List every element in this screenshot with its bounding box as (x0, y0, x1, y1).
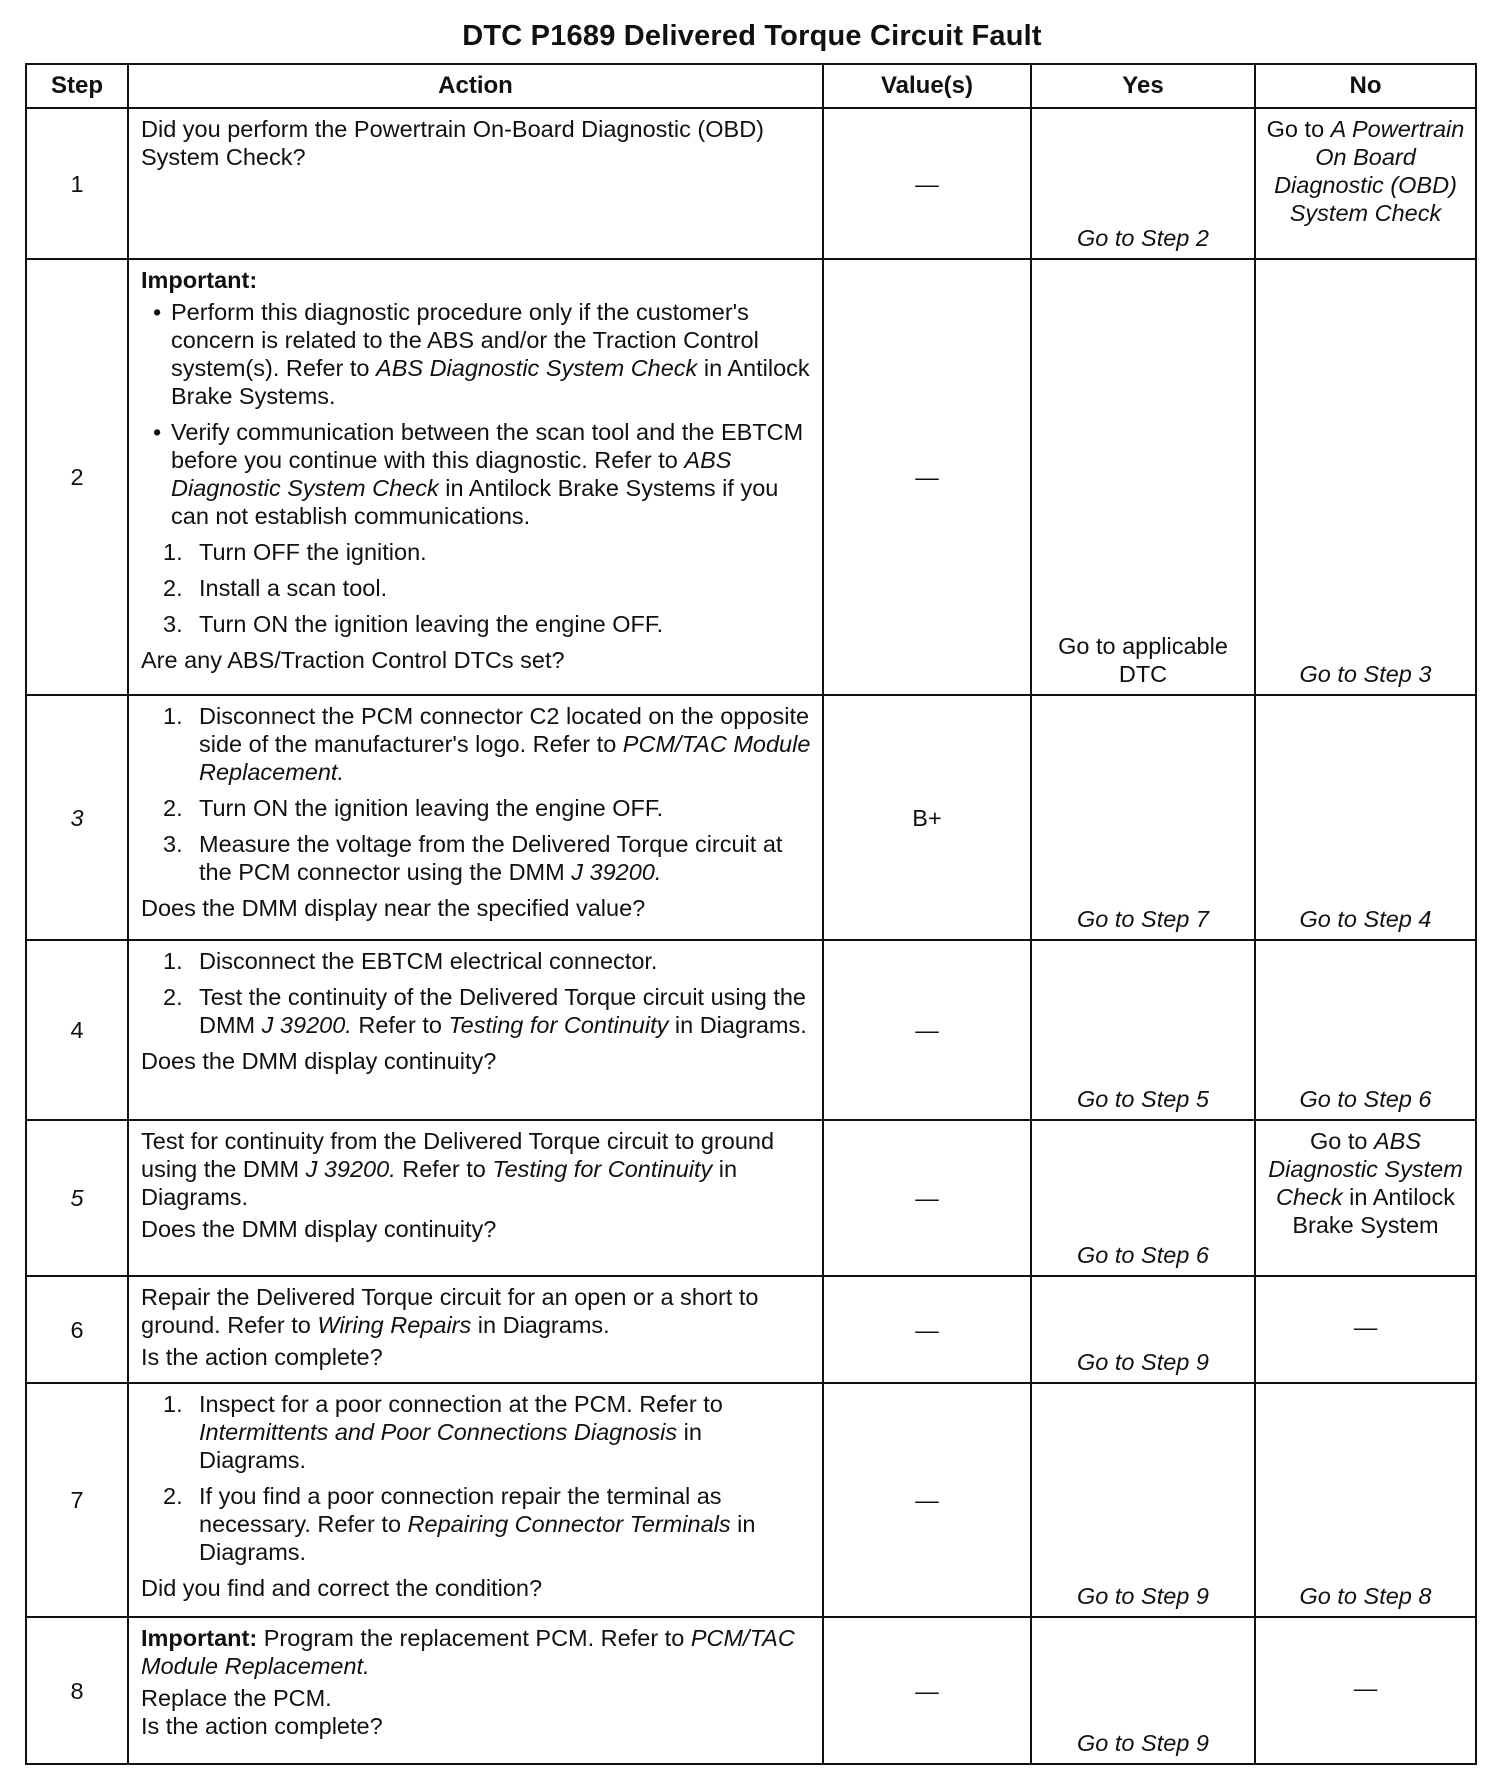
list-item: 2. Install a scan tool. (163, 575, 388, 601)
reference-link: Wiring Repairs (317, 1312, 472, 1338)
step-text: Disconnect the EBTCM electrical connector. (199, 948, 658, 974)
list-item: 3. Measure the voltage from the Delivered Torque circuit at the PCM connector using the DMM J 39200. (163, 831, 783, 885)
diagnostic-table (25, 63, 1477, 1765)
yes-cell: Go to Step 9 (1031, 1617, 1255, 1764)
value-cell: — (823, 108, 1031, 259)
table-row (26, 1120, 1476, 1276)
action-text: Did you perform the Powertrain On-Board Diagnostic (OBD) System Check? (141, 116, 764, 170)
step-text: in Diagrams. (674, 1012, 807, 1038)
list-item (171, 418, 812, 530)
bullet-text: Perform this diagnostic procedure only if the customer's concern is related to the ABS and/or the Traction Control system(s). Refer to (171, 299, 759, 381)
question-text: Are any ABS/Traction Control DTCs set? (141, 647, 565, 673)
action-text: Replace the PCM. (141, 1685, 332, 1711)
action-paragraph (141, 1624, 812, 1680)
action-text: Test for continuity from the Delivered Torque circuit to ground using the DMM (141, 1128, 775, 1182)
step-text: in Diagrams. (199, 1419, 702, 1473)
reference-link: Testing for Continuity (448, 1012, 669, 1038)
no-prefix: Go to (1266, 116, 1325, 142)
no-cell: Go to Step 8 (1255, 1383, 1476, 1617)
step-text: Refer to (358, 1012, 442, 1038)
action-cell (128, 1120, 823, 1276)
step-number: 7 (26, 1383, 128, 1617)
bullet-text: in Antilock Brake Systems if you can not establish communications. (171, 475, 779, 529)
value-cell: — (823, 1383, 1031, 1617)
step-text: Inspect for a poor connection at the PCM. Refer to (199, 1391, 723, 1417)
action-text: in Diagrams. (141, 1156, 738, 1210)
step-number: 4 (26, 940, 128, 1120)
no-prefix: Go to (1309, 1128, 1368, 1154)
step-number: 2 (26, 259, 128, 695)
question-text: Does the DMM display near the specified value? (141, 895, 646, 921)
list-item: 2. Test the continuity of the Delivered Torque circuit using the DMM J 39200. Refer to Testing for Continuity in Diagrams. (163, 984, 807, 1038)
tool-reference: J 39200. (305, 1156, 396, 1182)
question-text: Does the DMM display continuity? (141, 1048, 497, 1074)
bullet-text: Verify communication between the scan tool and the EBTCM before you continue with this diagnostic. Refer to (171, 419, 804, 473)
no-cell: Go to Step 4 (1255, 695, 1476, 940)
header-row (26, 64, 1476, 108)
action-cell (128, 940, 823, 1120)
no-cell: — (1255, 1276, 1476, 1383)
list-item: 2. If you find a poor connection repair the terminal as necessary. Refer to Repairing Connector Terminals in Diagrams. (163, 1483, 756, 1565)
action-cell (128, 695, 823, 940)
reference-link: PCM/TAC Module Replacement. (199, 731, 811, 785)
table-row (26, 108, 1476, 259)
tool-reference: J 39200. (261, 1012, 352, 1038)
table-row (26, 1383, 1476, 1617)
important-label: Important: (141, 267, 258, 293)
step-text: If you find a poor connection repair the terminal as necessary. Refer to (199, 1483, 722, 1537)
step-list (141, 1390, 812, 1566)
reference-link: ABS Diagnostic System Check (171, 447, 732, 501)
step-list (141, 538, 812, 638)
action-paragraph (141, 1283, 812, 1339)
bullet-text: in Antilock Brake Systems. (171, 355, 810, 409)
value-cell: — (823, 1617, 1031, 1764)
action-text: in Diagrams. (477, 1312, 610, 1338)
yes-cell: Go to Step 9 (1031, 1276, 1255, 1383)
header-values: Value(s) (823, 64, 1031, 108)
yes-cell: Go to Step 7 (1031, 695, 1255, 940)
value-cell: — (823, 940, 1031, 1120)
reference-link: Intermittents and Poor Connections Diagnosis (199, 1419, 678, 1445)
header-no: No (1255, 64, 1476, 108)
list-item: 1. Inspect for a poor connection at the PCM. Refer to Intermittents and Poor Connections Diagnosis in Diagrams. (163, 1391, 723, 1473)
step-text: Disconnect the PCM connector C2 located on the opposite side of the manufacturer's logo. Refer to (199, 703, 810, 757)
action-cell (128, 1617, 823, 1764)
reference-link: Testing for Continuity (492, 1156, 713, 1182)
value-cell: — (823, 1276, 1031, 1383)
step-text: Install a scan tool. (199, 575, 388, 601)
no-cell: Go to Step 3 (1255, 259, 1476, 695)
list-item: 3. Turn ON the ignition leaving the engine OFF. (163, 611, 664, 637)
action-text: Program the replacement PCM. Refer to (263, 1625, 685, 1651)
value-cell: — (823, 1120, 1031, 1276)
table-row (26, 1276, 1476, 1383)
header-action: Action (128, 64, 823, 108)
step-text: in Diagrams. (199, 1511, 756, 1565)
question-text: Is the action complete? (141, 1344, 383, 1370)
no-cell (1255, 1120, 1476, 1276)
step-number: 3 (26, 695, 128, 940)
step-text: Measure the voltage from the Delivered Torque circuit at the PCM connector using the DMM (199, 831, 783, 885)
table-row (26, 259, 1476, 695)
table-row (26, 695, 1476, 940)
important-label: Important: (141, 1625, 258, 1651)
action-text: Repair the Delivered Torque circuit for an open or a short to ground. Refer to (141, 1284, 759, 1338)
action-cell (128, 259, 823, 695)
yes-cell: Go to Step 9 (1031, 1383, 1255, 1617)
value-cell: — (823, 259, 1031, 695)
step-number: 1 (26, 108, 128, 259)
tool-reference: J 39200. (571, 859, 662, 885)
yes-cell: Go to Step 2 (1031, 108, 1255, 259)
yes-cell: Go to Step 6 (1031, 1120, 1255, 1276)
no-cell: Go to Step 6 (1255, 940, 1476, 1120)
list-item: 1. Disconnect the EBTCM electrical connector. (163, 948, 658, 974)
list-item: 2. Turn ON the ignition leaving the engine OFF. (163, 795, 664, 821)
reference-link: PCM/TAC Module Replacement. (141, 1625, 795, 1679)
question-text: Does the DMM display continuity? (141, 1216, 497, 1242)
value-cell: B+ (823, 695, 1031, 940)
no-reference: A Powertrain On Board Diagnostic (OBD) System Check (1274, 116, 1465, 226)
step-text: Turn ON the ignition leaving the engine OFF. (199, 795, 664, 821)
header-yes: Yes (1031, 64, 1255, 108)
action-cell (128, 1383, 823, 1617)
action-paragraph (141, 1127, 812, 1211)
step-list (141, 702, 812, 886)
step-list (141, 947, 812, 1039)
no-reference: ABS Diagnostic System Check (1268, 1128, 1463, 1210)
no-cell (1255, 108, 1476, 259)
action-text: Refer to (402, 1156, 486, 1182)
step-text: Test the continuity of the Delivered Torque circuit using the DMM (199, 984, 806, 1038)
header-step: Step (26, 64, 128, 108)
step-number: 5 (26, 1120, 128, 1276)
list-item (171, 298, 812, 410)
list-item: 1. Turn OFF the ignition. (163, 539, 427, 565)
yes-cell: Go to applicable DTC (1031, 259, 1255, 695)
table-row (26, 940, 1476, 1120)
list-item: 1. Disconnect the PCM connector C2 located on the opposite side of the manufacturer's logo. Refer to PCM/TAC Module Replacement. (163, 703, 811, 785)
step-text: Turn ON the ignition leaving the engine OFF. (199, 611, 664, 637)
question-text: Is the action complete? (141, 1713, 383, 1739)
action-cell (128, 108, 823, 259)
no-cell: — (1255, 1617, 1476, 1764)
step-number: 8 (26, 1617, 128, 1764)
page-title: DTC P1689 Delivered Torque Circuit Fault (462, 20, 1042, 52)
no-suffix: in Antilock Brake System (1292, 1184, 1455, 1238)
action-cell (128, 1276, 823, 1383)
step-text: Turn OFF the ignition. (199, 539, 427, 565)
step-number: 6 (26, 1276, 128, 1383)
question-text: Did you find and correct the condition? (141, 1575, 543, 1601)
yes-cell: Go to Step 5 (1031, 940, 1255, 1120)
reference-link: ABS Diagnostic System Check (376, 355, 698, 381)
reference-link: Repairing Connector Terminals (407, 1511, 731, 1537)
bullet-list (141, 298, 812, 530)
table-row (26, 1617, 1476, 1764)
